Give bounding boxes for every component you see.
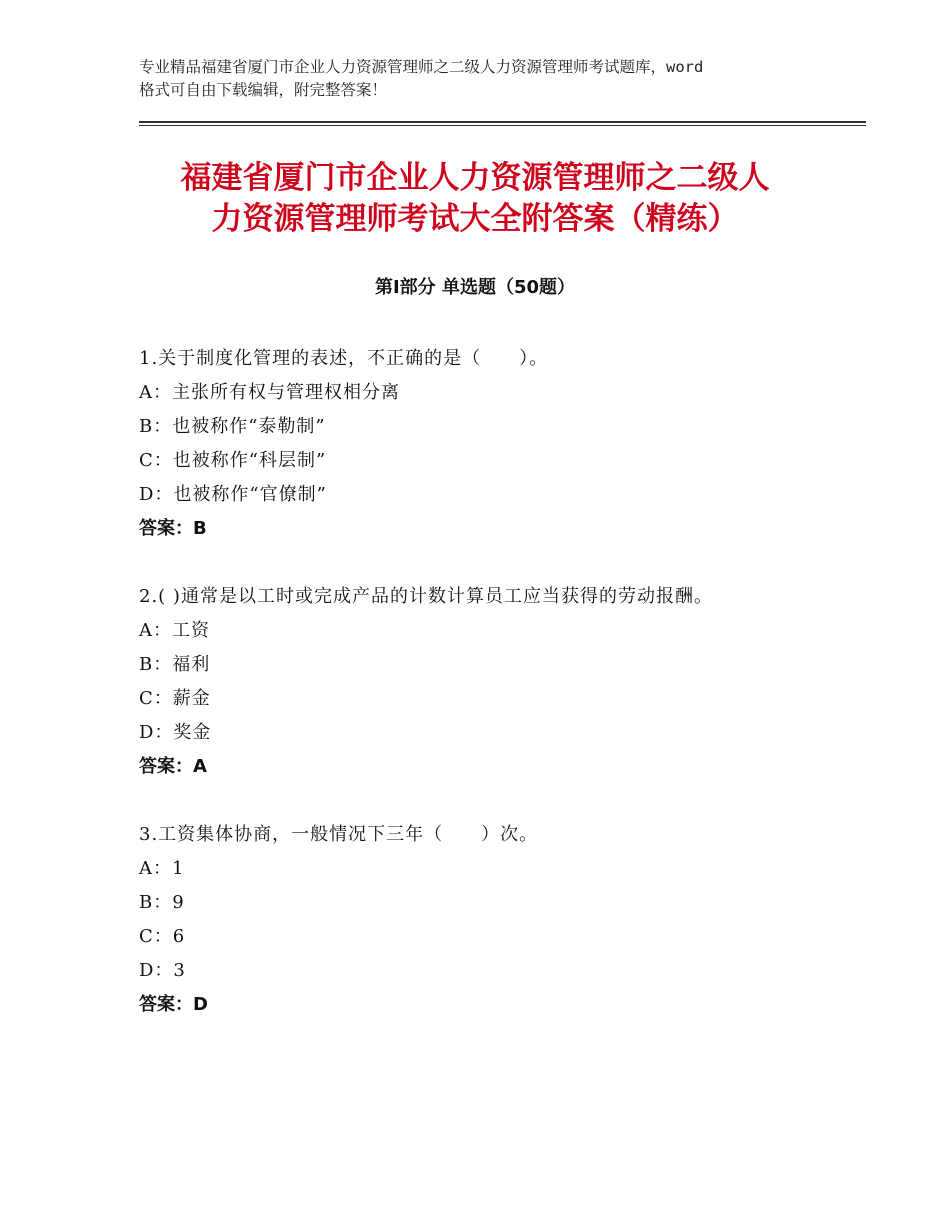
header-note-line2: 格式可自由下载编辑，附完整答案！ (139, 81, 388, 99)
document-title-line2: 力资源管理师考试大全附答案（精练） (211, 201, 739, 237)
option-b: B：也被称作“泰勒制” (139, 416, 326, 437)
section-title: 第Ⅰ部分 单选题（50题） (374, 277, 575, 298)
option-b: B：9 (139, 892, 185, 913)
option-b: B：福利 (139, 654, 211, 675)
question-2 (139, 580, 859, 784)
option-c: C：6 (139, 926, 186, 947)
option-c: C：薪金 (139, 688, 211, 709)
option-a: A：1 (139, 858, 185, 879)
option-d: D：3 (139, 960, 186, 981)
question-stem: 1.关于制度化管理的表述，不正确的是（ ）。 (139, 348, 549, 369)
question-stem: 2.( )通常是以工时或完成产品的计数计算员工应当获得的劳动报酬。 (139, 586, 713, 607)
header-note (139, 56, 829, 102)
option-a: A：主张所有权与管理权相分离 (139, 382, 400, 403)
option-d: D：也被称作“官僚制” (139, 484, 327, 505)
header-divider-thick (139, 121, 866, 123)
question-1 (139, 342, 859, 546)
option-a: A：工资 (139, 620, 210, 641)
question-stem: 3.工资集体协商，一般情况下三年（ ）次。 (139, 824, 539, 845)
answer: 答案：A (139, 756, 207, 777)
answer: 答案：D (139, 994, 208, 1015)
option-d: D：奖金 (139, 722, 212, 743)
document-title-line1: 福建省厦门市企业人力资源管理师之二级人 (180, 160, 770, 196)
header-divider-thin (139, 125, 866, 126)
option-c: C：也被称作“科层制” (139, 450, 327, 471)
document-title (130, 158, 820, 240)
question-3 (139, 818, 859, 1022)
question-list (139, 342, 859, 1056)
header-note-line1: 专业精品福建省厦门市企业人力资源管理师之二级人力资源管理师考试题库，word (139, 58, 704, 76)
answer: 答案：B (139, 518, 207, 539)
